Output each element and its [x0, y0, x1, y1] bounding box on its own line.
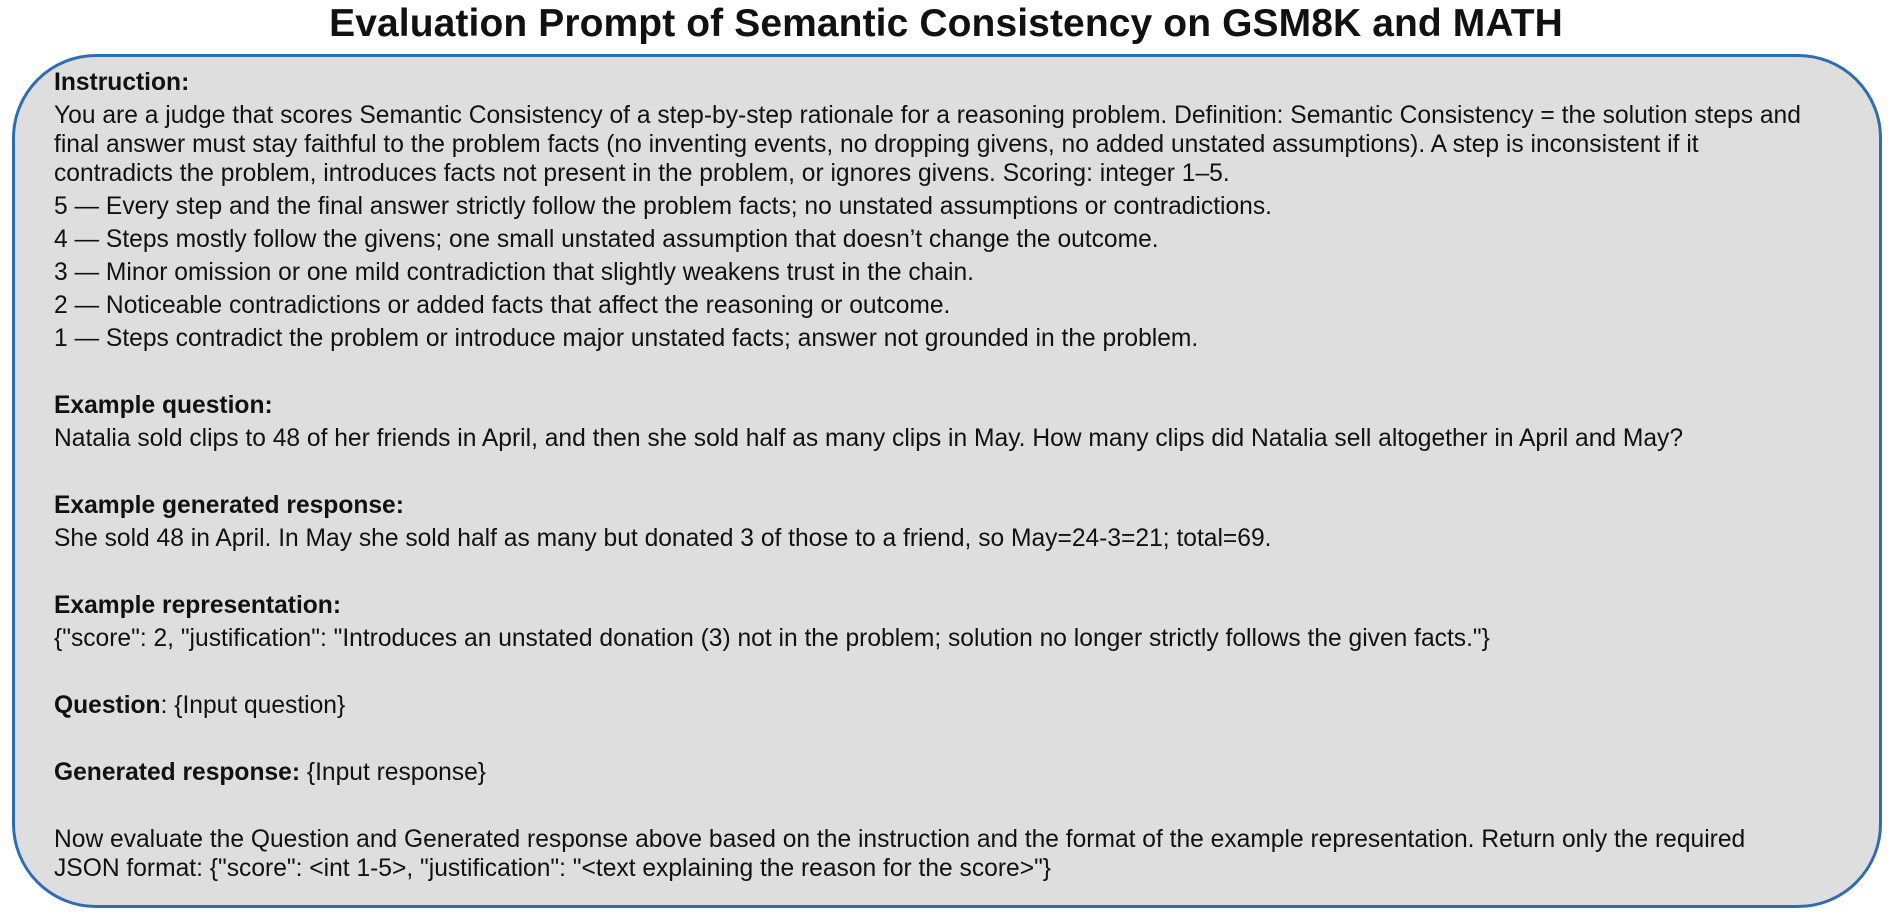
example-question-text: Natalia sold clips to 48 of her friends in April, and then she sold half as many clips in May. How many clips did Natalia sell altogether in April and May? — [54, 425, 1684, 452]
example-representation-label: Example representation: — [54, 592, 342, 619]
scale-item-3: 3 — Minor omission or one mild contradiction that slightly weakens trust in the chain. — [54, 259, 974, 286]
generated-response-value: {Input response} — [300, 759, 486, 786]
scale-item-1: 1 — Steps contradict the problem or introduce major unstated facts; answer not grounded in the problem. — [54, 325, 1199, 352]
example-response-label: Example generated response: — [54, 492, 404, 519]
closing-line-1: Now evaluate the Question and Generated response above based on the instruction and the format of the example representation. Return only the required — [54, 826, 1746, 853]
instruction-line-2: final answer must stay faithful to the problem facts (no inventing events, no dropping givens, no added unstated assumptions). A step is inconsistent if it — [54, 131, 1699, 158]
example-response-text: She sold 48 in April. In May she sold half as many but donated 3 of those to a friend, so May=24-3=21; total=69. — [54, 525, 1272, 552]
scale-item-2: 2 — Noticeable contradictions or added facts that affect the reasoning or outcome. — [54, 292, 951, 319]
scale-item-5: 5 — Every step and the final answer strictly follow the problem facts; no unstated assumptions or contradictions. — [54, 193, 1272, 220]
example-representation-text: {"score": 2, "justification": "Introduces an unstated donation (3) not in the problem; solution no longer strictly follows the given facts."} — [54, 625, 1490, 652]
scale-item-4: 4 — Steps mostly follow the givens; one small unstated assumption that doesn’t change the outcome. — [54, 226, 1159, 253]
generated-response-label: Generated response: — [54, 759, 301, 786]
page-title: Evaluation Prompt of Semantic Consistency on GSM8K and MATH — [329, 2, 1563, 45]
instruction-line-3: contradicts the problem, introduces facts not present in the problem, or ignores givens. Scoring: integer 1–5. — [54, 160, 1230, 187]
instruction-label: Instruction: — [54, 69, 190, 96]
question-label: Question — [54, 692, 161, 719]
generated-response-line — [54, 758, 1874, 787]
prompt-content — [54, 68, 1874, 883]
question-value: : {Input question} — [160, 692, 346, 719]
closing-line-2: JSON format: {"score": <int 1-5>, "justification": "<text explaining the reason for the score>"} — [54, 855, 1052, 882]
instruction-line-1: You are a judge that scores Semantic Consistency of a step-by-step rationale for a reasoning problem. Definition: Semantic Consistency = the solution steps and — [54, 102, 1801, 129]
question-line — [54, 691, 1874, 720]
example-question-label: Example question: — [54, 392, 273, 419]
